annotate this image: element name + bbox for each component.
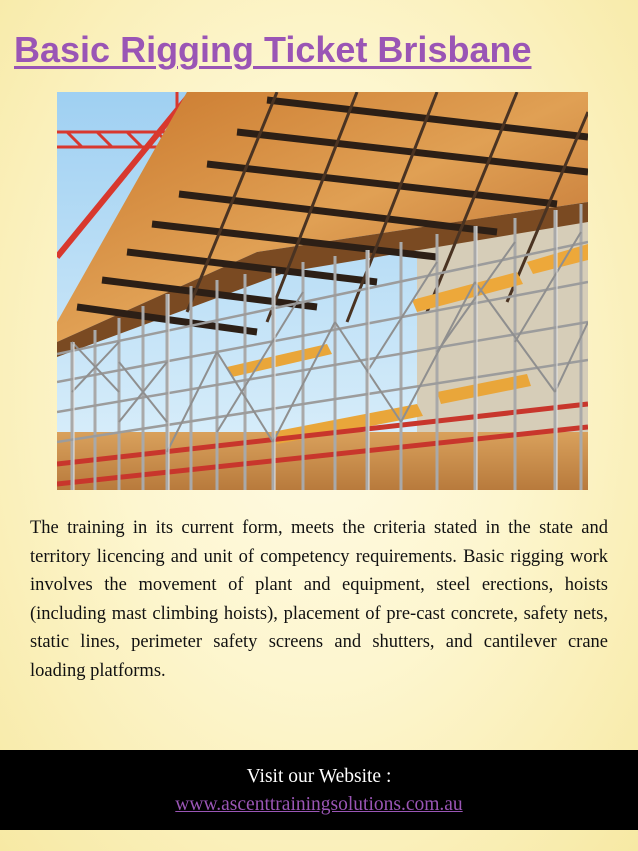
- page-title: Basic Rigging Ticket Brisbane: [14, 29, 532, 70]
- website-footer: [0, 750, 638, 830]
- scaffolding-photo: [57, 92, 588, 490]
- website-link[interactable]: www.ascenttrainingsolutions.com.au: [175, 794, 463, 815]
- description-paragraph: The training in its current form, meets the criteria stated in the state and territory licencing and unit of competency requirements. Basic rigging work involves the movement of plant and equipment, steel erections, hoists (including mast climbing hoists), placement of pre-cast concrete, safety nets, static lines, perimeter safety screens and shutters, and cantilever crane loading platforms.: [30, 518, 608, 681]
- scaffolding-illustration: [57, 92, 588, 490]
- footer-label: Visit our Website :: [246, 766, 392, 787]
